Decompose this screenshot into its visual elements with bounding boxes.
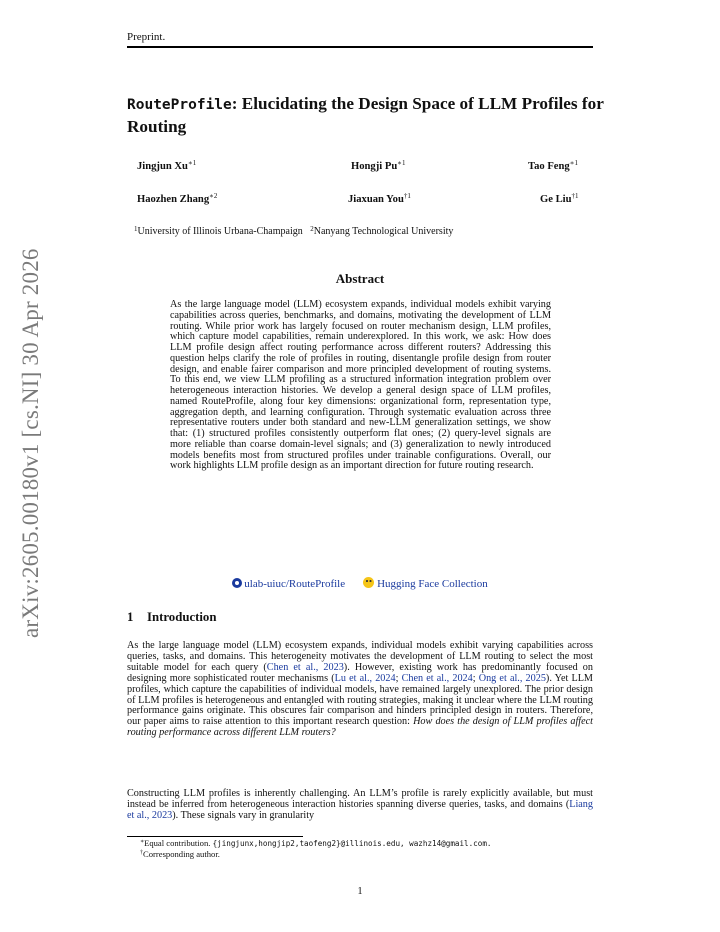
huggingface-link[interactable] — [363, 578, 488, 590]
section-heading — [127, 610, 216, 625]
intro-paragraph-1: As the large language model (LLM) ecosystem expands, individual models exhibit varying capabilities across queries, tasks, and domains. This heterogeneity motivates the development of LLM routing to select the most suitable model for each query (Chen et al., 2023). However, existing work has predominantly focused on designing more sophisticated router mechanisms (Lu et al., 2024; Chen et al., 2024; Ong et al., 2025). Yet LLM profiles, which capture the capabilities of individual models, have remained largely unexplored. The prior design of LLM profiles is heterogeneous and entangled with routing strategies, making it unclear where the LLM routing performance gains originate. This obscures fair comparison and hinders principled design in routers. Therefore, our paper aims to raise attention to this important research question: How does the design of LLM profiles affect routing performance across different LLM routers? — [127, 640, 593, 739]
author-name: Jiaxuan You — [348, 194, 404, 205]
author-name: Jingjun Xu — [137, 161, 188, 172]
huggingface-link-label: Hugging Face Collection — [377, 578, 488, 590]
title-text: : Elucidating the Design Space of LLM Profiles for Routing — [127, 94, 604, 136]
page-number: 1 — [357, 886, 363, 897]
section-title: Introduction — [147, 610, 217, 624]
title-system-name: RouteProfile — [127, 97, 232, 113]
section-number: 1 — [127, 610, 134, 624]
author-6 — [540, 192, 579, 205]
author-1 — [137, 159, 196, 172]
arxiv-sidebar-stamp: arXiv:2605.00180v1 [cs.NI] 30 Apr 2026 — [18, 248, 43, 638]
author-mark: †1 — [571, 192, 579, 200]
running-header: Preprint. — [127, 31, 166, 43]
footnote-equal-contribution: ∗Equal contribution. {jingjunx,hongjip2,taofeng2}@illinois.edu, wazhz14@gmail.com. — [140, 838, 492, 848]
abstract-heading: Abstract — [335, 271, 385, 286]
author-2 — [351, 159, 405, 172]
author-mark: ∗2 — [209, 192, 218, 200]
author-mark: ∗1 — [569, 159, 578, 167]
author-emails: {jingjunx,hongjip2,taofeng2}@illinois.edu, wazhz14@gmail.com. — [212, 839, 492, 848]
github-link-label: ulab-uiuc/RouteProfile — [244, 578, 346, 590]
hugging-face-icon — [363, 577, 374, 588]
citation-link[interactable]: Liang et al., 2023 — [127, 798, 593, 821]
citation-link[interactable]: Lu et al., 2024 — [334, 672, 396, 684]
author-4 — [137, 192, 217, 205]
abstract-body: As the large language model (LLM) ecosystem expands, individual models exhibit varying capabilities across queries, benchmarks, and domains, motivating the development of LLM routing. While prior work has largely focused on router mechanism design, LLM profiles, which capture model capabilities, remain underexplored. In this work, we ask: How does LLM profile design affect routing performance across different routers? Addressing this question helps clarify the role of profiles in routing, disentangle profile design from router design, and enable fairer comparison and more principled development of routing systems. To this end, we view LLM profiling as a structured information integration problem over heterogeneous interaction histories. We develop a general design space of LLM profiles, named RouteProfile, along four key dimensions: organizational form, representation type, aggregation depth, and learning configuration. Through systematic evaluation across three representative routers under both standard and new-LLM generalization settings, we show that: (1) structured profiles consistently outperform flat ones; (2) query-level signals are more reliable than coarse domain-level signals; and (3) generalization to newly introduced models benefits most from structured profiles under trainable configurations. Overall, our work highlights LLM profile design as an important direction for future routing research. — [170, 299, 551, 472]
footnote-corresponding: †Corresponding author. — [140, 849, 220, 859]
citation-link[interactable]: Ong et al., 2025 — [478, 672, 546, 684]
author-mark: ∗1 — [397, 159, 406, 167]
citation-link[interactable]: Chen et al., 2023 — [266, 661, 344, 673]
research-question: How does the design of LLM profiles affect routing performance across different LLM routers? — [127, 716, 593, 739]
intro-paragraph-2: Constructing LLM profiles is inherently challenging. An LLM’s profile is rarely explicitly available, but must instead be inferred from heterogeneous interaction histories spanning diverse queries, tasks, and domains (Liang et al., 2023). These signals vary in granularity — [127, 788, 593, 821]
author-3 — [528, 159, 578, 172]
affiliations — [134, 225, 453, 237]
affiliation-2: Nanyang Technological University — [313, 226, 454, 237]
author-name: Ge Liu — [540, 194, 572, 205]
paper-title — [127, 93, 607, 137]
github-link[interactable] — [232, 578, 345, 590]
affiliation-mark: 1 — [134, 225, 138, 233]
author-name: Hongji Pu — [351, 161, 398, 172]
footnote-rule — [127, 836, 303, 837]
author-name: Tao Feng — [528, 161, 570, 172]
affiliation-1: University of Illinois Urbana-Champaign — [137, 226, 303, 237]
author-mark: †1 — [403, 192, 411, 200]
author-name: Haozhen Zhang — [137, 194, 210, 205]
header-rule — [127, 46, 593, 48]
resource-links — [0, 577, 720, 590]
github-icon — [232, 578, 242, 588]
citation-link[interactable]: Chen et al., 2024 — [401, 672, 473, 684]
author-mark: ∗1 — [187, 159, 197, 167]
affiliation-mark: 2 — [310, 225, 314, 233]
author-5 — [348, 192, 411, 205]
